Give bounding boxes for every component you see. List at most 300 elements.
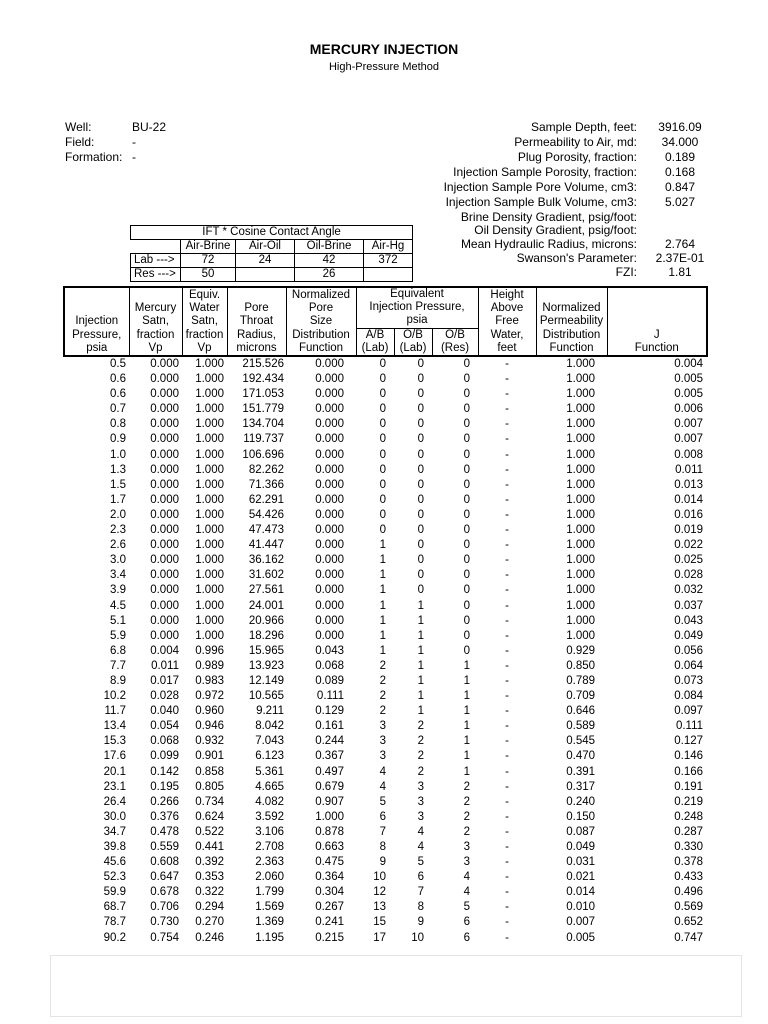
table-cell: 0.730 <box>150 916 179 929</box>
table-cell: 1.000 <box>195 584 224 597</box>
col-injection-pressure: Injection Pressure, psia <box>64 287 129 356</box>
table-cell: 3 <box>379 720 386 733</box>
table-cell: 0 <box>417 388 424 401</box>
table-cell: 1.000 <box>195 388 224 401</box>
table-cell: - <box>505 841 509 854</box>
table-cell: - <box>505 403 509 416</box>
table-row <box>64 749 707 764</box>
table-row <box>64 885 707 900</box>
table-cell: - <box>505 735 509 748</box>
table-row <box>64 825 707 840</box>
table-cell: 0.364 <box>315 871 344 884</box>
table-cell: 0.932 <box>195 735 224 748</box>
table-cell: 0.129 <box>315 705 344 718</box>
table-cell: 6 <box>463 931 471 944</box>
table-cell: 62.291 <box>248 493 284 506</box>
table-row <box>64 810 707 825</box>
table-cell: 0.054 <box>150 720 179 733</box>
table-cell: 7 <box>417 886 424 899</box>
table-cell: 1.000 <box>566 508 596 521</box>
table-cell: 1 <box>463 720 471 733</box>
table-cell: - <box>505 871 509 884</box>
table-cell: - <box>505 373 509 386</box>
table-cell: 39.8 <box>103 841 126 854</box>
table-cell: 0 <box>463 584 471 597</box>
table-cell: 0 <box>417 493 424 506</box>
table-cell: 1.000 <box>195 463 224 476</box>
table-cell: 1 <box>417 629 424 642</box>
table-cell: 8.042 <box>255 720 284 733</box>
table-cell: 0.022 <box>674 539 704 552</box>
table-cell: 0.000 <box>150 403 179 416</box>
table-cell: 0 <box>417 403 424 416</box>
plug-porosity-label: Plug Porosity, fraction: <box>517 150 637 164</box>
table-cell: 3 <box>417 795 424 808</box>
table-row <box>64 734 707 749</box>
table-row <box>64 915 707 930</box>
col-ob-lab: O/B (Lab) <box>394 328 432 356</box>
table-cell: 1.000 <box>195 433 224 446</box>
table-cell: 20.966 <box>248 614 284 627</box>
table-cell: 0.000 <box>150 493 179 506</box>
table-cell: 0.330 <box>674 841 704 854</box>
table-cell: - <box>505 358 509 371</box>
table-cell: 2 <box>379 690 386 703</box>
table-cell: 134.704 <box>242 418 284 431</box>
table-row <box>64 659 707 674</box>
table-cell: 1.000 <box>566 629 596 642</box>
table-cell: - <box>505 418 509 431</box>
table-cell: 0.017 <box>150 674 179 687</box>
table-cell: 151.779 <box>242 403 284 416</box>
table-cell: 0.016 <box>674 508 704 521</box>
page-subtitle: High-Pressure Method <box>328 61 440 73</box>
table-cell: 68.7 <box>103 901 126 914</box>
table-cell: 5 <box>463 901 471 914</box>
table-cell: 6.8 <box>110 644 126 657</box>
table-cell: 0.244 <box>315 735 344 748</box>
table-cell: 0.191 <box>674 780 704 793</box>
table-cell: 0.850 <box>566 659 596 672</box>
table-cell: 3 <box>379 750 386 763</box>
table-cell: - <box>505 614 509 627</box>
table-cell: 0 <box>463 599 471 612</box>
table-cell: 52.3 <box>103 871 126 884</box>
table-row <box>64 644 707 659</box>
table-row <box>64 840 707 855</box>
table-cell: 0.000 <box>315 584 344 597</box>
table-cell: 4 <box>463 871 471 884</box>
table-cell: 0.475 <box>315 856 344 869</box>
table-cell: 0.6 <box>110 373 126 386</box>
table-cell: 0.608 <box>150 856 179 869</box>
table-cell: 7.7 <box>110 659 126 672</box>
ift-title: IFT * Cosine Contact Angle <box>131 226 413 240</box>
table-cell: 1.000 <box>195 599 224 612</box>
table-cell: - <box>505 508 509 521</box>
table-cell: 0.028 <box>150 690 179 703</box>
table-cell: 0 <box>463 644 471 657</box>
mean-hydraulic-radius-value: 2.764 <box>664 237 696 251</box>
table-cell: 2.060 <box>255 871 284 884</box>
table-cell: 0.000 <box>150 524 179 537</box>
table-cell: 4 <box>417 825 424 838</box>
table-cell: 3 <box>417 810 424 823</box>
table-cell: 0 <box>379 388 386 401</box>
brine-density-label: Brine Density Gradient, psig/foot: <box>460 210 637 224</box>
table-cell: 17.6 <box>103 750 126 763</box>
table-cell: 30.0 <box>103 810 126 823</box>
col-j-function: J Function <box>607 287 707 356</box>
table-cell: 0.000 <box>315 614 344 627</box>
table-cell: 2.0 <box>110 508 126 521</box>
table-cell: 0.032 <box>674 584 704 597</box>
table-cell: 8 <box>379 841 386 854</box>
table-row <box>64 614 707 629</box>
table-cell: 1 <box>417 599 424 612</box>
table-cell: 1.000 <box>566 463 596 476</box>
table-cell: 0.005 <box>674 373 704 386</box>
table-cell: 1.000 <box>566 539 596 552</box>
table-cell: 0.433 <box>674 871 704 884</box>
table-cell: - <box>505 886 509 899</box>
table-row <box>64 448 707 463</box>
table-cell: - <box>505 478 509 491</box>
table-cell: 0 <box>379 508 386 521</box>
table-cell: 0.049 <box>566 841 596 854</box>
table-cell: 1.000 <box>566 493 596 506</box>
table-cell: 215.526 <box>242 358 284 371</box>
table-cell: 0.068 <box>150 735 179 748</box>
table-cell: 0.497 <box>315 765 344 778</box>
table-cell: 0.099 <box>150 750 179 763</box>
table-cell: 3 <box>463 841 471 854</box>
table-cell: 1 <box>379 599 386 612</box>
table-cell: 0 <box>417 539 424 552</box>
table-row <box>64 855 707 870</box>
table-cell: 1.799 <box>255 886 284 899</box>
table-cell: - <box>505 856 509 869</box>
table-header <box>64 287 707 356</box>
table-cell: 1.000 <box>195 418 224 431</box>
table-cell: - <box>505 524 509 537</box>
table-cell: 20.1 <box>103 765 126 778</box>
table-cell: 0.559 <box>150 841 179 854</box>
table-cell: 0.150 <box>566 810 596 823</box>
table-cell: 0 <box>417 584 424 597</box>
table-cell: 0.014 <box>566 886 596 899</box>
table-cell: 2.3 <box>110 524 126 537</box>
table-cell: 0.709 <box>566 690 596 703</box>
table-cell: 0.000 <box>150 388 179 401</box>
table-row <box>64 719 707 734</box>
table-cell: 10 <box>411 931 424 944</box>
table-cell: 0.073 <box>674 674 704 687</box>
table-cell: - <box>505 629 509 642</box>
table-cell: 0 <box>417 433 424 446</box>
table-cell: 8 <box>417 901 424 914</box>
table-cell: - <box>505 705 509 718</box>
table-cell: 0 <box>463 418 471 431</box>
swanson-label: Swanson's Parameter: <box>516 251 637 265</box>
table-cell: 0.031 <box>566 856 596 869</box>
table-cell: 0 <box>417 478 424 491</box>
table-cell: 0.000 <box>315 524 344 537</box>
field-value: - <box>132 135 136 149</box>
table-row <box>64 356 707 372</box>
table-cell: 3 <box>417 780 424 793</box>
table-cell: 0.589 <box>566 720 596 733</box>
ift-lab-air-oil: 24 <box>236 254 295 268</box>
table-cell: 10.565 <box>248 690 284 703</box>
table-cell: 0 <box>417 554 424 567</box>
table-cell: 9 <box>417 916 424 929</box>
table-cell: 0.983 <box>195 674 224 687</box>
table-cell: 0.068 <box>315 659 344 672</box>
table-cell: 0.478 <box>150 825 179 838</box>
table-cell: 192.434 <box>242 373 284 386</box>
table-cell: 0.734 <box>195 795 224 808</box>
table-row <box>64 704 707 719</box>
table-cell: 1 <box>417 659 424 672</box>
table-cell: 119.737 <box>243 433 284 446</box>
table-cell: 1.000 <box>566 433 596 446</box>
pore-volume-value: 0.847 <box>664 180 696 194</box>
table-cell: 6 <box>463 916 471 929</box>
table-cell: 0 <box>463 539 471 552</box>
col-mercury-satn: Mercury Satn, fraction Vp <box>129 287 182 356</box>
table-cell: 82.262 <box>248 463 284 476</box>
table-cell: 6 <box>417 871 424 884</box>
table-cell: 0.161 <box>315 720 344 733</box>
table-cell: - <box>505 554 509 567</box>
table-cell: 0.146 <box>674 750 704 763</box>
table-cell: - <box>505 916 509 929</box>
table-cell: 1.000 <box>195 358 224 371</box>
table-cell: 0.195 <box>150 780 179 793</box>
table-cell: - <box>505 433 509 446</box>
table-body <box>64 356 707 946</box>
table-cell: 1 <box>417 674 424 687</box>
table-cell: 0.391 <box>566 765 596 778</box>
table-cell: 1.000 <box>195 478 224 491</box>
sample-depth-label: Sample Depth, feet: <box>530 120 637 134</box>
table-cell: 0.304 <box>315 886 344 899</box>
table-cell: 0.000 <box>315 403 344 416</box>
table-row <box>64 674 707 689</box>
table-cell: 0.000 <box>150 584 179 597</box>
table-cell: 5.1 <box>110 614 126 627</box>
table-cell: 1 <box>379 644 386 657</box>
table-cell: 0.646 <box>566 705 596 718</box>
table-row <box>64 900 707 915</box>
table-cell: 0.747 <box>674 931 704 944</box>
table-row <box>64 765 707 780</box>
table-cell: 0.000 <box>150 478 179 491</box>
table-cell: 0.004 <box>674 358 704 371</box>
table-cell: 15.3 <box>103 735 126 748</box>
table-cell: 11.7 <box>104 705 126 718</box>
ift-res-air-brine: 50 <box>181 268 236 282</box>
table-cell: 0.000 <box>315 463 344 476</box>
ift-res-label: Res ---> <box>131 268 181 282</box>
well-label: Well: <box>65 120 92 134</box>
table-cell: 1.000 <box>195 614 224 627</box>
table-cell: 1.7 <box>110 493 126 506</box>
table-cell: 0.270 <box>195 916 224 929</box>
ift-col-oil-brine: Oil-Brine <box>295 240 364 254</box>
table-cell: - <box>505 539 509 552</box>
table-cell: 0 <box>417 373 424 386</box>
table-cell: 2 <box>417 765 424 778</box>
oil-density-label: Oil Density Gradient, psig/foot: <box>474 223 637 237</box>
table-cell: 1 <box>379 554 386 567</box>
table-cell: 13 <box>373 901 386 914</box>
table-cell: 0.219 <box>674 795 704 808</box>
table-cell: 0.5 <box>110 358 126 371</box>
table-cell: 9.211 <box>256 705 284 718</box>
table-cell: 1.569 <box>255 901 284 914</box>
plug-porosity-value: 0.189 <box>664 150 696 164</box>
table-cell: 4.082 <box>255 795 284 808</box>
table-cell: - <box>505 388 509 401</box>
table-cell: 0 <box>379 433 386 446</box>
permeability-label: Permeability to Air, md: <box>514 135 637 149</box>
table-cell: 1 <box>379 569 386 582</box>
ift-res-air-oil <box>236 268 295 282</box>
table-cell: 0.989 <box>195 659 224 672</box>
table-cell: 2 <box>463 825 471 838</box>
table-cell: 0 <box>379 448 386 461</box>
table-cell: 0.248 <box>674 810 704 823</box>
col-pore-throat-radius: Pore Throat Radius, microns <box>227 287 286 356</box>
table-cell: 0.019 <box>674 524 704 537</box>
table-cell: 0.000 <box>315 388 344 401</box>
table-cell: 17 <box>373 931 386 944</box>
table-row <box>64 402 707 417</box>
table-cell: 78.7 <box>103 916 126 929</box>
table-cell: 1 <box>463 659 471 672</box>
table-cell: 0.441 <box>195 841 224 854</box>
table-cell: 1 <box>379 539 386 552</box>
table-cell: 0.000 <box>150 448 179 461</box>
table-cell: 0.215 <box>315 931 344 944</box>
table-cell: 90.2 <box>103 931 126 944</box>
table-cell: 1.000 <box>195 569 224 582</box>
table-cell: 4 <box>417 841 424 854</box>
table-cell: 13.4 <box>103 720 126 733</box>
table-cell: 36.162 <box>248 554 284 567</box>
table-cell: 4 <box>463 886 471 899</box>
ift-lab-air-brine: 72 <box>181 254 236 268</box>
table-row <box>64 432 707 447</box>
table-cell: 1.000 <box>195 629 224 642</box>
table-cell: 0 <box>463 524 471 537</box>
table-cell: - <box>505 599 509 612</box>
table-cell: 0.569 <box>674 901 704 914</box>
table-cell: 0.946 <box>195 720 224 733</box>
table-cell: 1.000 <box>195 554 224 567</box>
ift-lab-air-hg: 372 <box>364 254 413 268</box>
table-cell: 13.923 <box>248 659 284 672</box>
table-row <box>64 780 707 795</box>
table-cell: 1.000 <box>566 418 596 431</box>
permeability-value: 34.000 <box>661 135 699 149</box>
table-cell: 0.6 <box>110 388 126 401</box>
table-cell: 0.805 <box>195 780 224 793</box>
table-cell: 2 <box>463 795 471 808</box>
bulk-volume-label: Injection Sample Bulk Volume, cm3: <box>445 195 637 209</box>
table-cell: 6.123 <box>255 750 284 763</box>
table-cell: 2.708 <box>255 841 284 854</box>
table-cell: - <box>505 448 509 461</box>
table-cell: 1.000 <box>566 599 596 612</box>
table-row <box>64 372 707 387</box>
table-cell: 0 <box>417 448 424 461</box>
table-row <box>64 583 707 598</box>
table-cell: 0.056 <box>674 644 704 657</box>
table-cell: 0.000 <box>315 493 344 506</box>
table-cell: 0.652 <box>674 916 704 929</box>
table-cell: 34.7 <box>103 825 126 838</box>
table-row <box>64 538 707 553</box>
table-cell: 0.000 <box>150 599 179 612</box>
table-cell: 0.000 <box>315 478 344 491</box>
table-cell: 0.011 <box>675 463 704 476</box>
table-cell: - <box>505 795 509 808</box>
sample-depth-value: 3916.09 <box>658 120 702 134</box>
table-cell: 0.000 <box>315 433 344 446</box>
table-cell: 1.000 <box>195 524 224 537</box>
table-cell: - <box>505 825 509 838</box>
table-cell: 0.000 <box>315 569 344 582</box>
table-cell: 0.624 <box>195 810 224 823</box>
table-cell: 0.789 <box>566 674 596 687</box>
table-cell: 3 <box>379 735 386 748</box>
table-cell: 12 <box>373 886 386 899</box>
col-permeability-distribution: Normalized Permeability Distribution Function <box>536 287 607 356</box>
table-cell: - <box>505 810 509 823</box>
table-cell: 0 <box>463 614 471 627</box>
table-cell: 0.014 <box>674 493 704 506</box>
table-cell: 1.369 <box>255 916 284 929</box>
table-cell: 1 <box>379 584 386 597</box>
ift-lab-label: Lab ---> <box>131 254 181 268</box>
fzi-value: 1.81 <box>668 265 692 279</box>
table-cell: 0.367 <box>315 750 344 763</box>
table-cell: 0 <box>463 448 471 461</box>
table-cell: 0 <box>379 418 386 431</box>
table-cell: 3.4 <box>110 569 126 582</box>
table-cell: 0.000 <box>150 508 179 521</box>
table-cell: 0.679 <box>315 780 344 793</box>
table-cell: 0.000 <box>150 539 179 552</box>
table-cell: 0.545 <box>566 735 596 748</box>
table-cell: 1.000 <box>566 373 596 386</box>
table-cell: - <box>505 780 509 793</box>
injection-porosity-label: Injection Sample Porosity, fraction: <box>453 165 637 179</box>
swanson-value: 2.37E-01 <box>655 251 705 265</box>
table-cell: 0 <box>463 373 471 386</box>
table-cell: 0.004 <box>150 644 179 657</box>
table-cell: 1 <box>463 735 471 748</box>
table-cell: 0.000 <box>150 614 179 627</box>
table-cell: 0.000 <box>150 569 179 582</box>
table-cell: 47.473 <box>248 524 284 537</box>
table-cell: 0.9 <box>110 433 126 446</box>
table-cell: 0 <box>463 358 471 371</box>
table-cell: 1.000 <box>315 810 344 823</box>
